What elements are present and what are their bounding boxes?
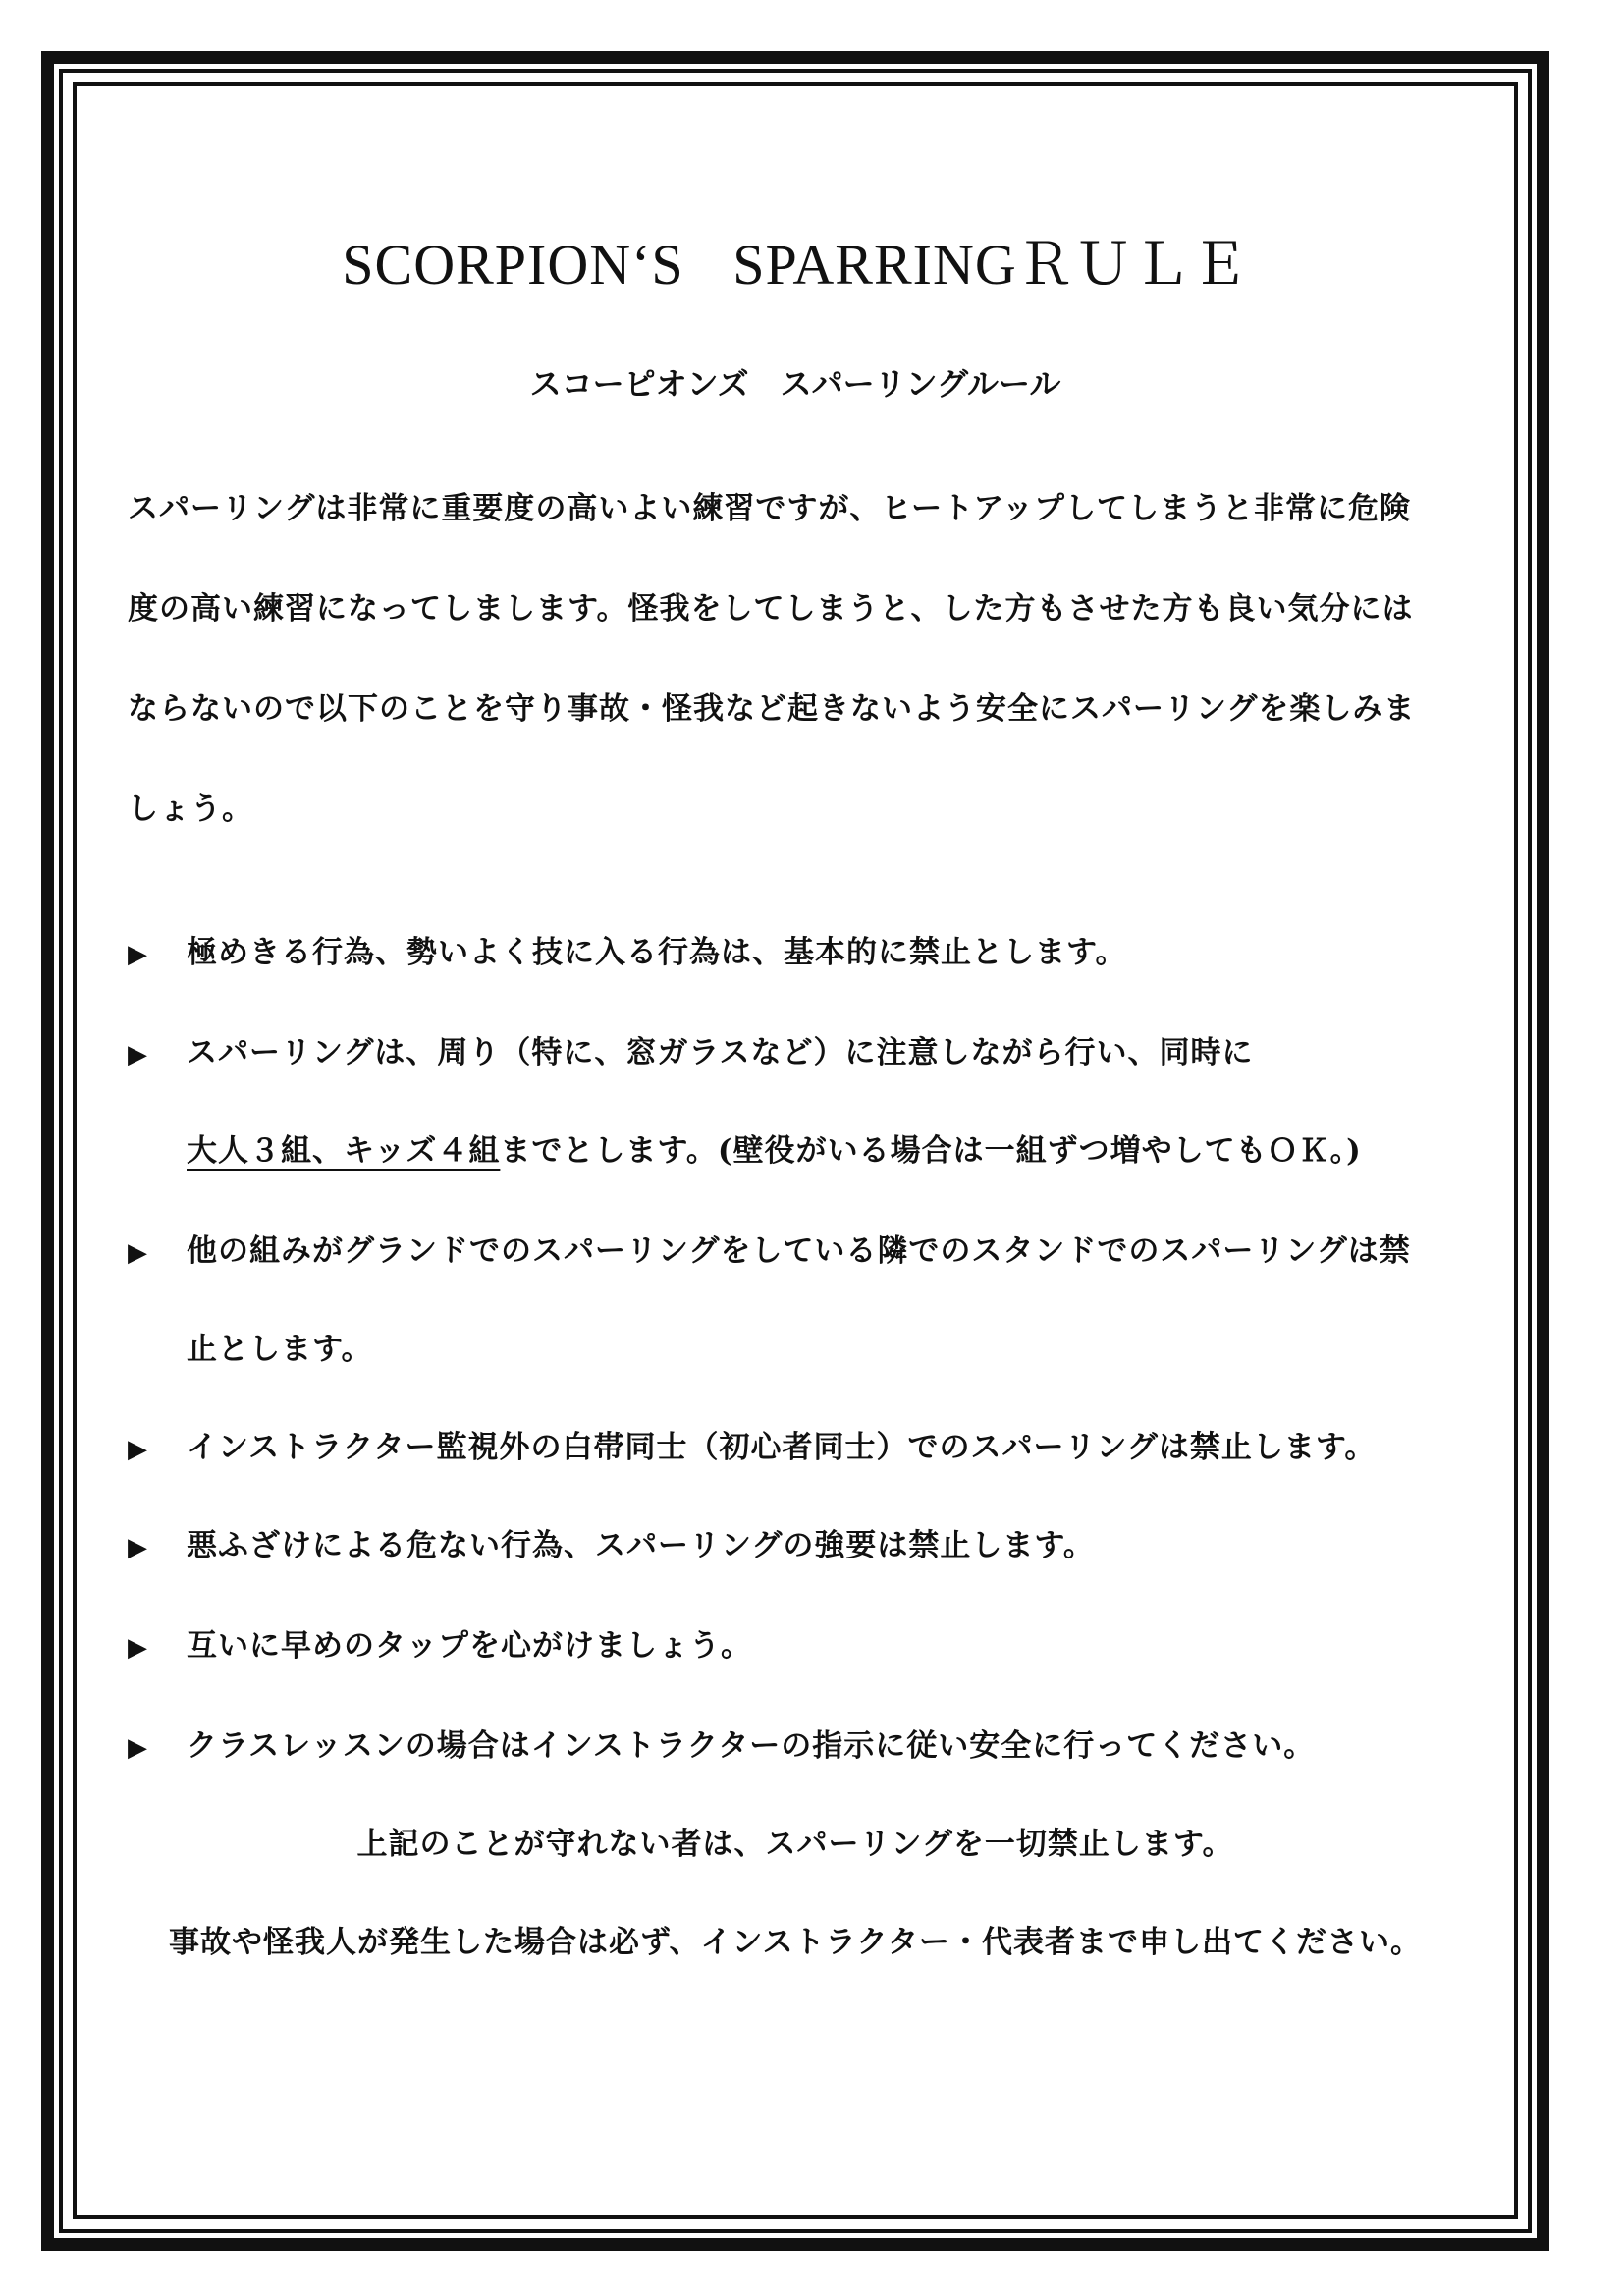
rule-item-1 [128, 927, 1483, 971]
rule-item-3 [128, 1226, 1483, 1270]
rule-text: 悪ふざけによる危ない行為、スパーリングの強要は禁止します。 [187, 1528, 1095, 1563]
rule-text: 極めきる行為、勢いよく技に入る行為は、基本的に禁止とします。 [187, 935, 1127, 970]
rule-item-6 [128, 1620, 1483, 1665]
rule-emphasis: 大人３組、キッズ４組 [187, 1133, 501, 1169]
rule-item-2-continuation [187, 1125, 1362, 1170]
rule-text: インストラクター監視外の白帯同士（初心者同士）でのスパーリングは禁止します。 [187, 1430, 1377, 1465]
document-body [73, 82, 1518, 2219]
intro-line-2: 度の高い練習になってしまします。怪我をしてしまうと、した方もさせた方も良い気分には [128, 591, 1414, 627]
rule-text: までとします。(壁役がいる場合は一組ずつ増やしてもＯＫ。) [500, 1133, 1362, 1169]
bullet-icon: ▶ [128, 1435, 148, 1464]
document-subtitle: スコーピオンズ スパーリングルール [529, 365, 1061, 403]
rule-text: クラスレッスンの場合はインストラクターの指示に従い安全に行ってください。 [187, 1728, 1316, 1764]
rule-text: 他の組みがグランドでのスパーリングをしている隣でのスタンドでのスパーリングは禁 [187, 1233, 1411, 1269]
intro-line-4: しょう。 [128, 792, 253, 827]
rule-text: スパーリングは、周り（特に、窓ガラスなど）に注意しながら行い、同時に [187, 1035, 1254, 1070]
bullet-icon: ▶ [128, 1633, 148, 1663]
rule-item-2 [128, 1027, 1483, 1071]
rule-item-5 [128, 1520, 1483, 1564]
intro-line-1: スパーリングは非常に重要度の高いよい練習ですが、ヒートアップしてしまうと非常に危険 [128, 491, 1412, 526]
rule-item-3-continuation: 止とします。 [187, 1332, 373, 1367]
rule-text: 互いに早めのタップを心がけましょう。 [187, 1628, 752, 1664]
intro-line-3: ならないので以下のことを守り事故・怪我など起きないよう安全にスパーリングを楽しみま [128, 691, 1416, 727]
footer-line-2: 事故や怪我人が発生した場合は必ず、インストラクター・代表者まで申し出てください。 [169, 1925, 1422, 1960]
document-title: SCORPION‘S SPARRINGＲＵＬＥ [342, 233, 1249, 297]
footer-line-1: 上記のことが守れない者は、スパーリングを一切禁止します。 [356, 1827, 1234, 1862]
rule-item-7 [128, 1721, 1483, 1765]
rule-item-4 [128, 1422, 1483, 1466]
bullet-icon: ▶ [128, 1040, 148, 1069]
bullet-icon: ▶ [128, 1238, 148, 1268]
bullet-icon: ▶ [128, 1533, 148, 1562]
bullet-icon: ▶ [128, 940, 148, 969]
bullet-icon: ▶ [128, 1733, 148, 1763]
